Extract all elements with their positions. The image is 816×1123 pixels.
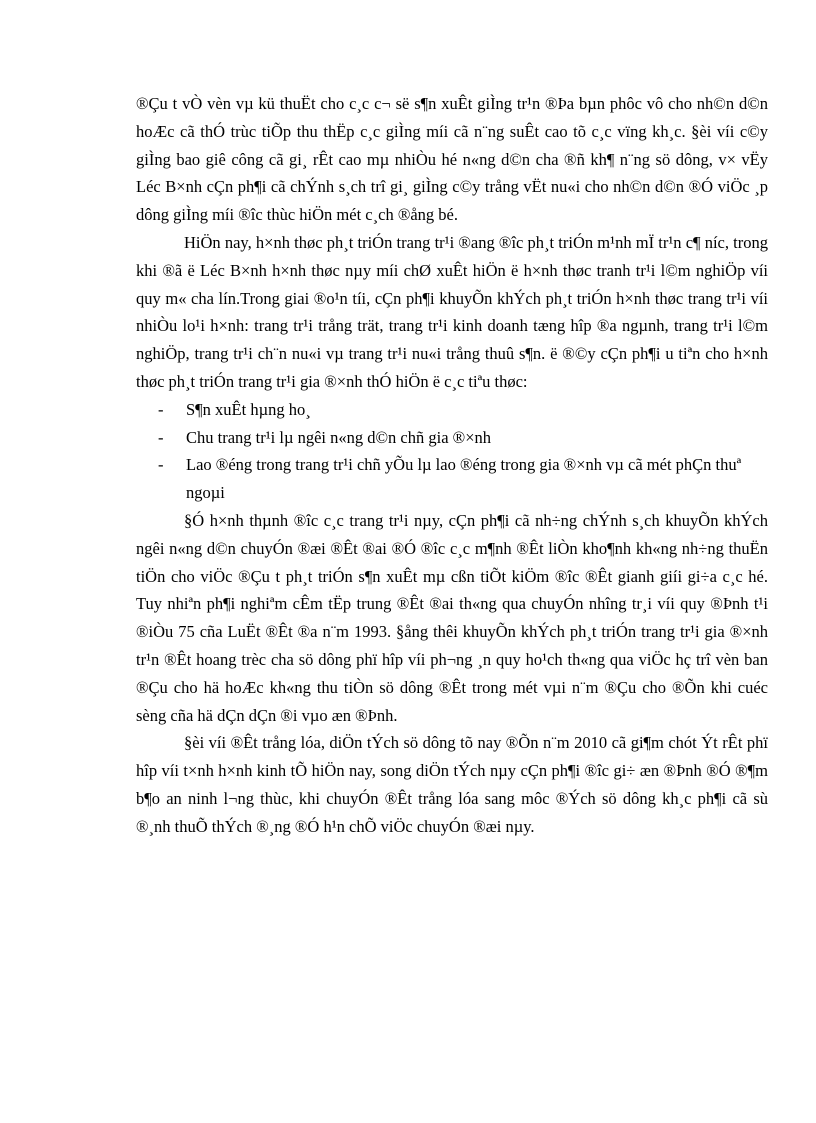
paragraph: ®Çu t vÒ vèn vµ kü thuËt cho c¸c c¬ së s¶n xuÊt giÌng tr¹n ®Þa bµn phôc vô cho nh©n d©n hoÆc cã thÓ trùc tiÕp thu thËp c¸c giÌng míi cã n¨ng suÊt cao tõ c¸c vïng kh¸c. §èi víi c©y giÌng bao giê công cã gi¸ rÊt cao mµ nhiÒu hé n«ng d©n cha ®ñ kh¶ n¨ng sö dông, v× vËy Léc B×nh cÇn ph¶i cã chÝnh s¸ch trî gi¸ giÌng c©y trång vËt nu«i cho nh©n d©n ®Ó viÖc ¸p dông giÌng míi ®îc thùc hiÖn mét c¸ch ®ång bé. bbox=[136, 94, 768, 225]
paragraph: §Ó h×nh thµnh ®îc c¸c trang tr¹i nµy, cÇn ph¶i cã nh÷ng chÝnh s¸ch khuyÕn khÝch ngêi n«ng d©n chuyÓn ®æi ®Êt ®ai ®Ó ®îc c¸c m¶nh ®Êt liÒn kho¶nh kh«ng nh÷ng thuËn tiÖn cho viÖc ®Çu t ph¸t triÓn s¶n xuÊt mµ cßn tiÕt kiÖm ®îc ®Êt gianh giíi gi÷a c¸c hé. Tuy nhiªn ph¶i nghiªm cÊm tËp trung ®Êt ®ai th«ng qua chuyÓn nhîng tr¸i víi quy ®Þnh t¹i ®iÒu 75 cña LuËt ®Êt ®a n¨m 1993. §ång thêi khuyÕn khÝch ph¸t triÓn trang tr¹i gia ®×nh tr¹n ®Êt hoang trèc cha sö dông phï hîp víi ph¬ng ¸n quy ho¹ch th«ng qua viÖc hç trî vèn ban ®Çu cho hä hoÆc kh«ng thu tiÒn sö dông ®Êt trong mét vµi n¨m ®Çu cho ®Õn khi cuéc sèng cña hä dÇn dÇn ®i vµo æn ®Þnh. bbox=[136, 510, 768, 725]
dash-bullet-icon: - bbox=[158, 455, 164, 475]
list-item bbox=[136, 451, 768, 507]
dash-bullet-icon: - bbox=[158, 427, 164, 447]
list-item bbox=[136, 424, 768, 452]
document-body bbox=[136, 90, 768, 841]
dash-bullet-icon: - bbox=[158, 399, 164, 419]
list-item bbox=[136, 396, 768, 424]
bullet-list bbox=[136, 396, 768, 507]
list-item-text: Lao ®éng trong trang tr¹i chñ yÕu lµ lao ®éng trong gia ®×nh vµ cã mét phÇn thuª ngoµi bbox=[186, 455, 742, 503]
list-item-text: S¶n xuÊt hµng ho¸ bbox=[186, 399, 311, 419]
paragraph: HiÖn nay, h×nh thøc ph¸t triÓn trang tr¹i ®ang ®îc ph¸t triÓn m¹nh mÏ tr¹n c¶ níc, trong khi ®ã ë Léc B×nh h×nh thøc nµy míi chØ xuÊt hiÖn ë h×nh thøc tranh tr¹i l©m nghiÖp víi quy m« cha lín.Trong giai ®o¹n tíi, cÇn ph¶i khuyÕn khÝch ph¸t triÓn h×nh thøc trang tr¹i víi nhiÒu lo¹i h×nh: trang tr¹i trång trät, trang tr¹i kinh doanh tæng hîp ®a ngµnh, trang tr¹i l©m nghiÖp, trang tr¹i ch¨n nu«i vµ trang tr¹i nu«i trång thuû s¶n. ë ®©y cÇn ph¶i u tiªn cho h×nh thøc ph¸t triÓn trang tr¹i gia ®×nh thÓ hiÖn ë c¸c tiªu thøc: bbox=[136, 232, 768, 391]
list-item-text: Chu trang tr¹i lµ ngêi n«ng d©n chñ gia ®×nh bbox=[186, 427, 492, 447]
paragraph: §èi víi ®Êt trång lóa, diÖn tÝch sö dông tõ nay ®Õn n¨m 2010 cã gi¶m chót Ýt rÊt phï hîp víi t×nh h×nh kinh tÕ hiÖn nay, song diÖn tÝch nµy cÇn ph¶i ®îc gi÷ æn ®Þnh ®Ó ®¶m b¶o an ninh l¬ng thùc, khi chuyÓn ®Êt trång lóa sang môc ®Ých sö dông kh¸c ph¶i cã sù ®¸nh thuÕ thÝch ®¸ng ®Ó h¹n chÕ viÖc chuyÓn ®æi nµy. bbox=[136, 733, 768, 836]
